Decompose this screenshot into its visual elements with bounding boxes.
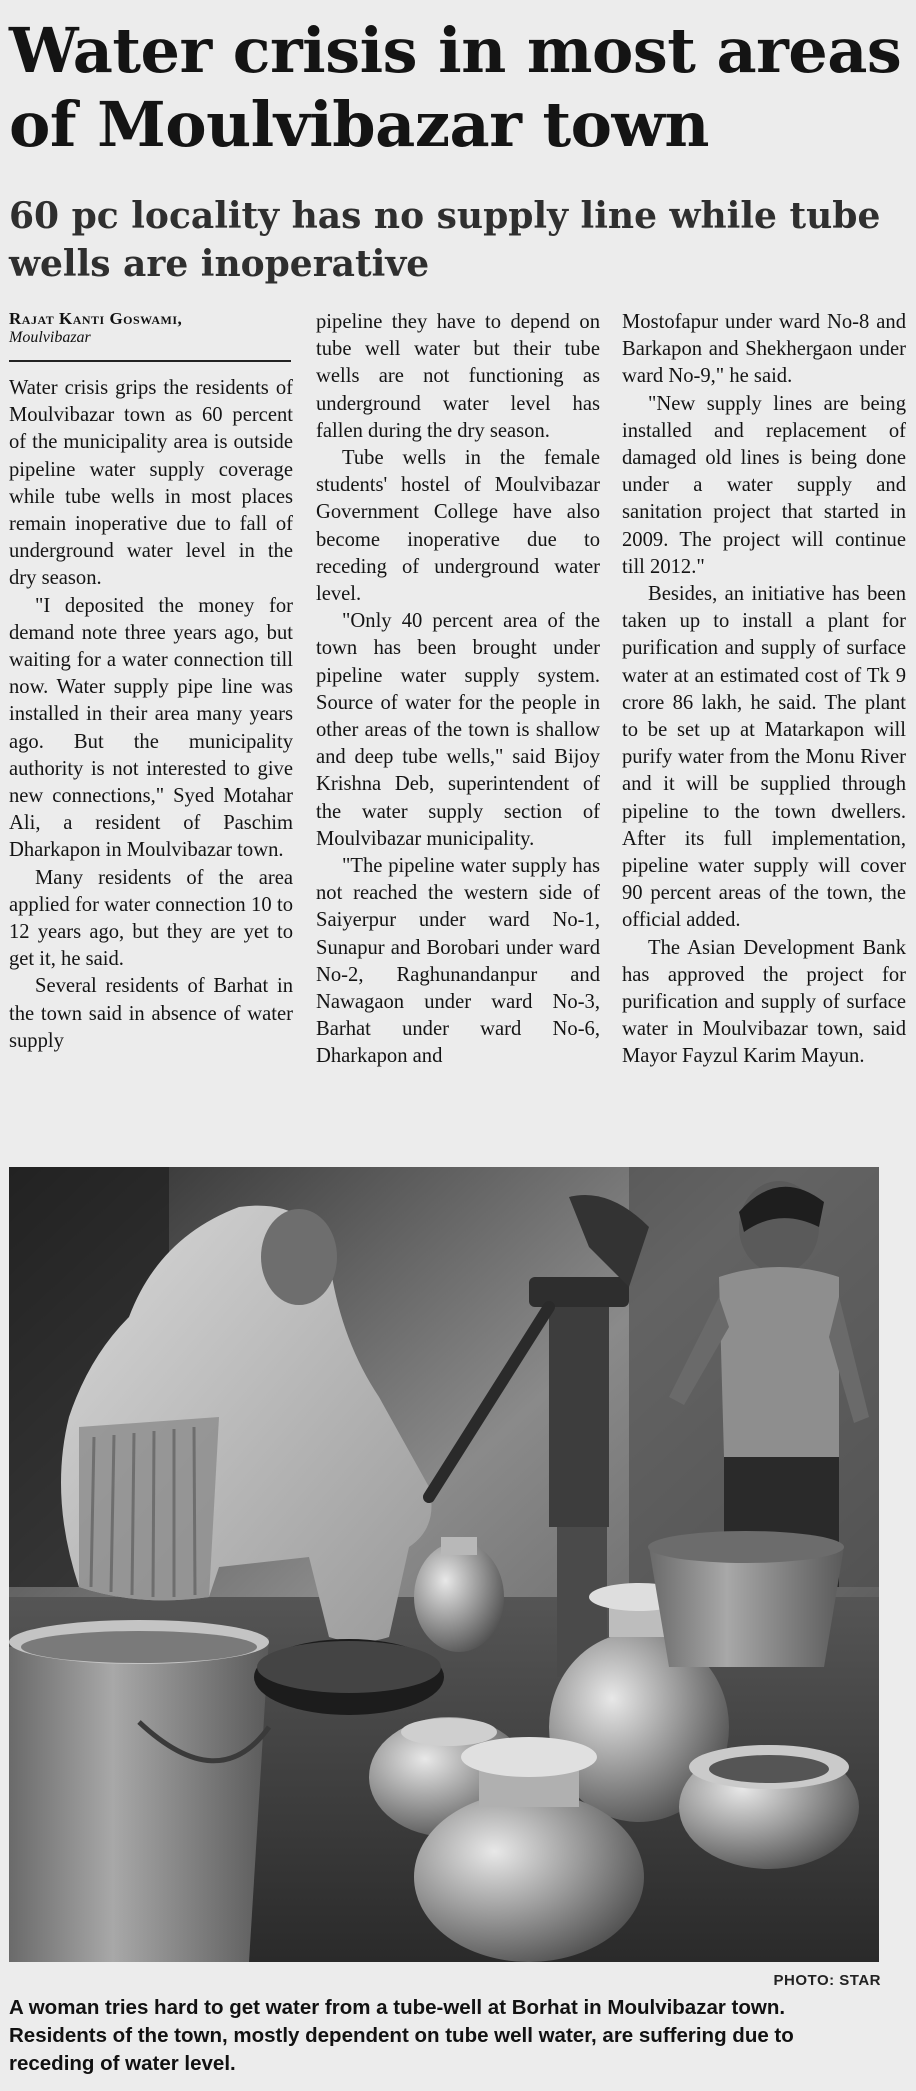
paragraph: Many residents of the area applied for water connection 10 to 12 years ago, but they are yet to get it, he said. bbox=[9, 866, 293, 971]
paragraph: "Only 40 percent area of the town has been brought under pipeline water supply system. Source of water for the people in other areas of the town is shallow and deep tube wells," said Bijoy Krishna Deb, superintendent of the water supply section of Moulvibazar municipality. bbox=[316, 610, 600, 850]
byline-divider bbox=[9, 360, 291, 362]
bucket bbox=[9, 1620, 269, 1962]
byline-author: Rajat Kanti Goswami, bbox=[9, 309, 183, 328]
article-column-3 bbox=[622, 309, 906, 1071]
paragraph: Mostofapur under ward No-8 and Barkapon and Shekhergaon under ward No-9," he said. bbox=[622, 311, 906, 388]
article-column-1 bbox=[9, 375, 293, 1055]
news-photo bbox=[9, 1167, 879, 1962]
paragraph: Tube wells in the female students' hostel of Moulvibazar Government College have also become inoperative due to receding of underground water level. bbox=[316, 447, 600, 606]
paragraph: "New supply lines are being installed and replacement of damaged old lines is being done under a water supply and sanitation project that started in 2009. The project will continue till 2012." bbox=[622, 392, 906, 578]
photo-caption: A woman tries hard to get water from a tube-well at Borhat in Moulvibazar town. Residents of the town, mostly dependent on tube well water, are suffering due to receding of water level. bbox=[9, 1996, 794, 2075]
paragraph: pipeline they have to depend on tube well water but their tube wells are not functioning as underground water level has fallen during the dry season. bbox=[316, 311, 600, 442]
bucket bbox=[648, 1531, 844, 1667]
paragraph: Several residents of Barhat in the town said in absence of water supply bbox=[9, 975, 293, 1052]
article-column-2 bbox=[316, 309, 600, 1071]
paragraph: "I deposited the money for demand note three years ago, but waiting for a water connection till now. Water supply pipe line was installed in their area many years ago. But the municipality authority is not interested to give new connections," Syed Motahar Ali, a resident of Paschim Dharkapon in Moulvibazar town. bbox=[9, 594, 293, 862]
metal-pot bbox=[679, 1745, 859, 1869]
subheadline: 60 pc locality has no supply line while tube wells are inoperative bbox=[9, 195, 881, 285]
paragraph: "The pipeline water supply has not reached the western side of Saiyerpur under ward No-1, Sunapur and Borobari under ward No-2, Raghunandanpur and Nawagaon under ward No-3, Barhat under ward No-6, Dharkapon and bbox=[316, 855, 600, 1068]
byline-location: Moulvibazar bbox=[9, 329, 91, 346]
photo-credit: PHOTO: STAR bbox=[773, 1972, 881, 1989]
paragraph: Besides, an initiative has been taken up to install a plant for purification and supply of surface water at an estimated cost of Tk 9 crore 86 lakh, he said. The plant to be set up at Matarkapon will purify water from the Monu River and it will be supplied through pipeline to the town dwellers. After its full implementation, pipeline water supply will cover 90 percent areas of the town, the official added. bbox=[622, 583, 906, 932]
paragraph: Water crisis grips the residents of Moulvibazar town as 60 percent of the municipality area is outside pipeline water supply coverage while tube wells in most places remain inoperative due to fall of underground water level in the dry season. bbox=[9, 377, 293, 590]
paragraph: The Asian Development Bank has approved the project for purification and supply of surface water in Moulvibazar town, said Mayor Fayzul Karim Mayun. bbox=[622, 936, 906, 1068]
byline bbox=[9, 309, 291, 347]
headline: Water crisis in most areas of Moulvibazar town bbox=[9, 14, 902, 161]
